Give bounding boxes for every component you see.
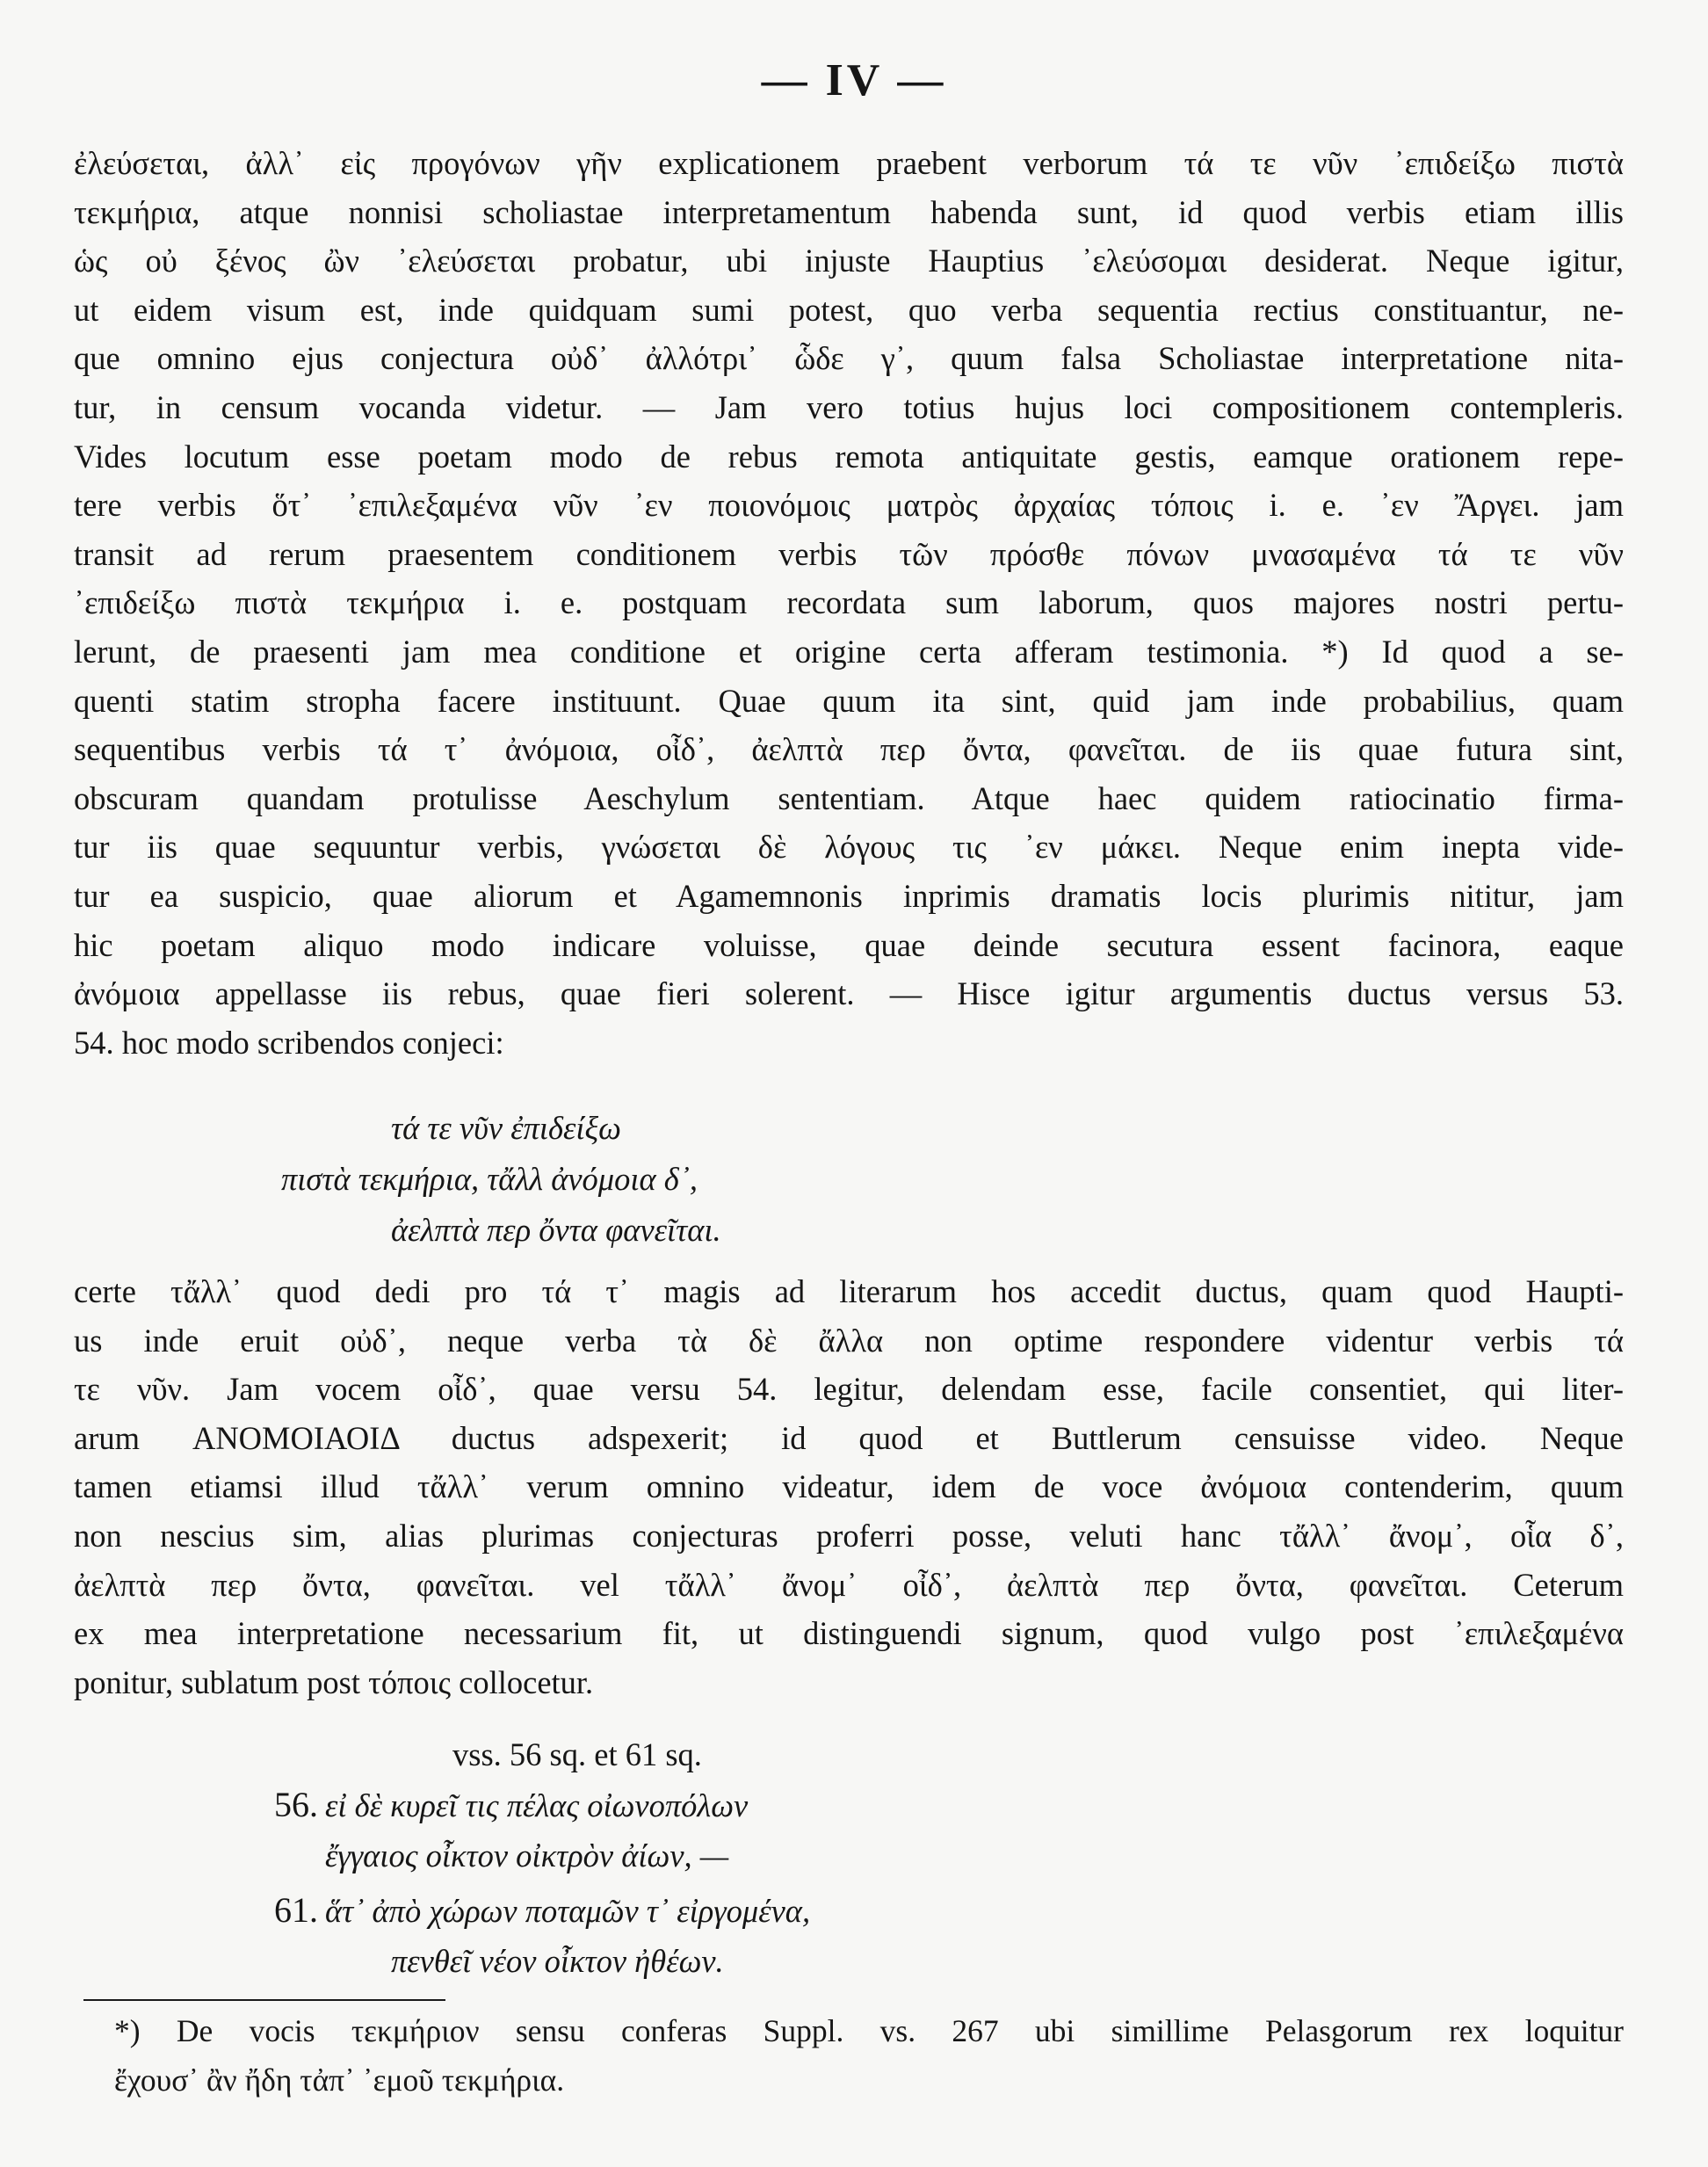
page-number: — IV — xyxy=(761,55,947,105)
text-line: non nescius sim, alias plurimas conjecturas proferri posse, veluti hanc τἄλλ᾽ ἄνομ᾽, οἷα δ᾽, xyxy=(74,1517,1624,1554)
text-line: ex mea interpretatione necessarium fit, ut distinguendi signum, quod vulgo post ᾽επιλεξαμένα xyxy=(74,1615,1624,1652)
footnote xyxy=(114,2008,1624,2105)
verse-quote-line: ἀελπτὰ περ ὄντα φανεῖται. xyxy=(391,1212,721,1248)
text-line: ὡς οὐ ξένος ὢν ᾽ελεύσεται probatur, ubi injuste Hauptius ᾽ελεύσομαι desiderat. Neque igitur, xyxy=(74,243,1624,279)
verse-text: ἅτ᾽ ἀπὸ χώρων ποταμῶν τ᾽ εἰργομένα, xyxy=(325,1893,811,1929)
main-text-continued xyxy=(74,1267,1624,1707)
main-text xyxy=(74,139,1624,1067)
text-line: ἀνόμοια appellasse iis rebus, quae fieri solerent. — Hisce igitur argumentis ductus versus 53. xyxy=(74,975,1624,1012)
text-line: tur iis quae sequuntur verbis, γνώσεται δὲ λόγους τις ᾽εν μάκει. Neque enim inepta vide- xyxy=(74,829,1624,866)
footnote-line: ἔχουσ᾽ ἂν ἤδη τἀπ᾽ ᾽εμοῦ τεκμήρια. xyxy=(114,2062,565,2098)
footnote-divider xyxy=(83,1999,445,2001)
text-line: 54. hoc modo scribendos conjeci: xyxy=(74,1024,504,1061)
text-line: transit ad rerum praesentem conditionem verbis τῶν πρόσθε πόνων μνασαμένα τά τε νῦν xyxy=(74,535,1624,572)
verse-line: ἔγγαιος οἶκτον οἰκτρὸν ἀίων, — xyxy=(325,1837,729,1873)
verse-number: 56. xyxy=(274,1785,318,1824)
text-line: ἐλεύσεται, ἀλλ᾽ εἰς προγόνων γῆν explicationem praebent verborum τά τε νῦν ᾽επιδείξω πιστὰ xyxy=(74,145,1624,181)
text-line: ut eidem visum est, inde quidquam sumi potest, quo verba sequentia rectius constituantur, ne- xyxy=(74,291,1624,328)
text-line: tur, in censum vocanda videtur. — Jam vero totius hujus loci compositionem contempleris. xyxy=(74,388,1624,425)
verse-line: πενθεῖ νέον οἶκτον ἠθέων. xyxy=(391,1943,724,1979)
text-line: ᾽επιδείξω πιστὰ τεκμήρια i. e. postquam recordata sum laborum, quos majores nostri pertu- xyxy=(74,584,1624,621)
text-line: obscuram quandam protulisse Aeschylum sententiam. Atque haec quidem ratiocinatio firma- xyxy=(74,779,1624,816)
verse-quote-line: τά τε νῦν ἐπιδείξω xyxy=(391,1110,621,1146)
text-line: hic poetam aliquo modo indicare voluisse, quae deinde secutura essent facinora, eaque xyxy=(74,926,1624,963)
text-line: tur ea suspicio, quae aliorum et Agamemnonis inprimis dramatis locis plurimis nititur, jam xyxy=(74,877,1624,914)
text-line: us inde eruit οὐδ᾽, neque verba τὰ δὲ ἄλλα non optime respondere videntur verbis τά xyxy=(74,1322,1624,1359)
text-line: que omnino ejus conjectura οὐδ᾽ ἀλλότρι᾽ ὧδε γ᾽, quum falsa Scholiastae interpretatione nita- xyxy=(74,340,1624,377)
verse-text: εἰ δὲ κυρεῖ τις πέλας οἰωνοπόλων xyxy=(325,1787,749,1823)
text-line: sequentibus verbis τά τ᾽ ἀνόμοια, οἶδ᾽, ἀελπτὰ περ ὄντα, φανεῖται. de iis quae futura sint, xyxy=(74,731,1624,768)
text-line: Vides locutum esse poetam modo de rebus remota antiquitate gestis, eamque orationem repe- xyxy=(74,438,1624,475)
verse-quote-line: πιστὰ τεκμήρια, τἄλλ ἀνόμοια δ᾽, xyxy=(281,1161,698,1197)
verse-line xyxy=(274,1889,810,1931)
text-line: τε νῦν. Jam vocem οἶδ᾽, quae versu 54. legitur, delendam esse, facile consentiet, qui liter- xyxy=(74,1371,1624,1408)
verse-line xyxy=(274,1784,748,1825)
text-line: ponitur, sublatum post τόποις collocetur. xyxy=(74,1663,594,1700)
text-line: tamen etiamsi illud τἄλλ᾽ verum omnino videatur, idem de voce ἀνόμοια contenderim, quum xyxy=(74,1468,1624,1505)
text-line: certe τἄλλ᾽ quod dedi pro τά τ᾽ magis ad literarum hos accedit ductus, quam quod Haupti- xyxy=(74,1273,1624,1309)
text-line: quenti statim stropha facere instituunt. Quae quum ita sint, quid jam inde probabilius, quam xyxy=(74,682,1624,719)
verse-number: 61. xyxy=(274,1890,318,1930)
text-line: arum ΑΝΟΜΟΙΑΟΙΔ ductus adspexerit; id quod et Buttlerum censuisse video. Neque xyxy=(74,1419,1624,1456)
footnote-line: *) De vocis τεκμήριον sensu conferas Suppl. vs. 267 ubi simillime Pelasgorum rex loquitur xyxy=(114,2013,1624,2048)
text-line: tere verbis ὅτ᾽ ᾽επιλεξαμένα νῦν ᾽εν ποιονόμοις ματρὸς ἀρχαίας τόποις i. e. ᾽εν Ἄργει. jam xyxy=(74,487,1624,524)
text-line: τεκμήρια, atque nonnisi scholiastae interpretamentum habenda sunt, id quod verbis etiam illis xyxy=(74,193,1624,230)
text-line: lerunt, de praesenti jam mea conditione et origine certa afferam testimonia. *) Id quod a se- xyxy=(74,633,1624,670)
section-heading: vss. 56 sq. et 61 sq. xyxy=(452,1736,702,1772)
text-line: ἀελπτὰ περ ὄντα, φανεῖται. vel τἄλλ᾽ ἄνομ᾽ οἶδ᾽, ἀελπτὰ περ ὄντα, φανεῖται. Ceterum xyxy=(74,1566,1624,1603)
